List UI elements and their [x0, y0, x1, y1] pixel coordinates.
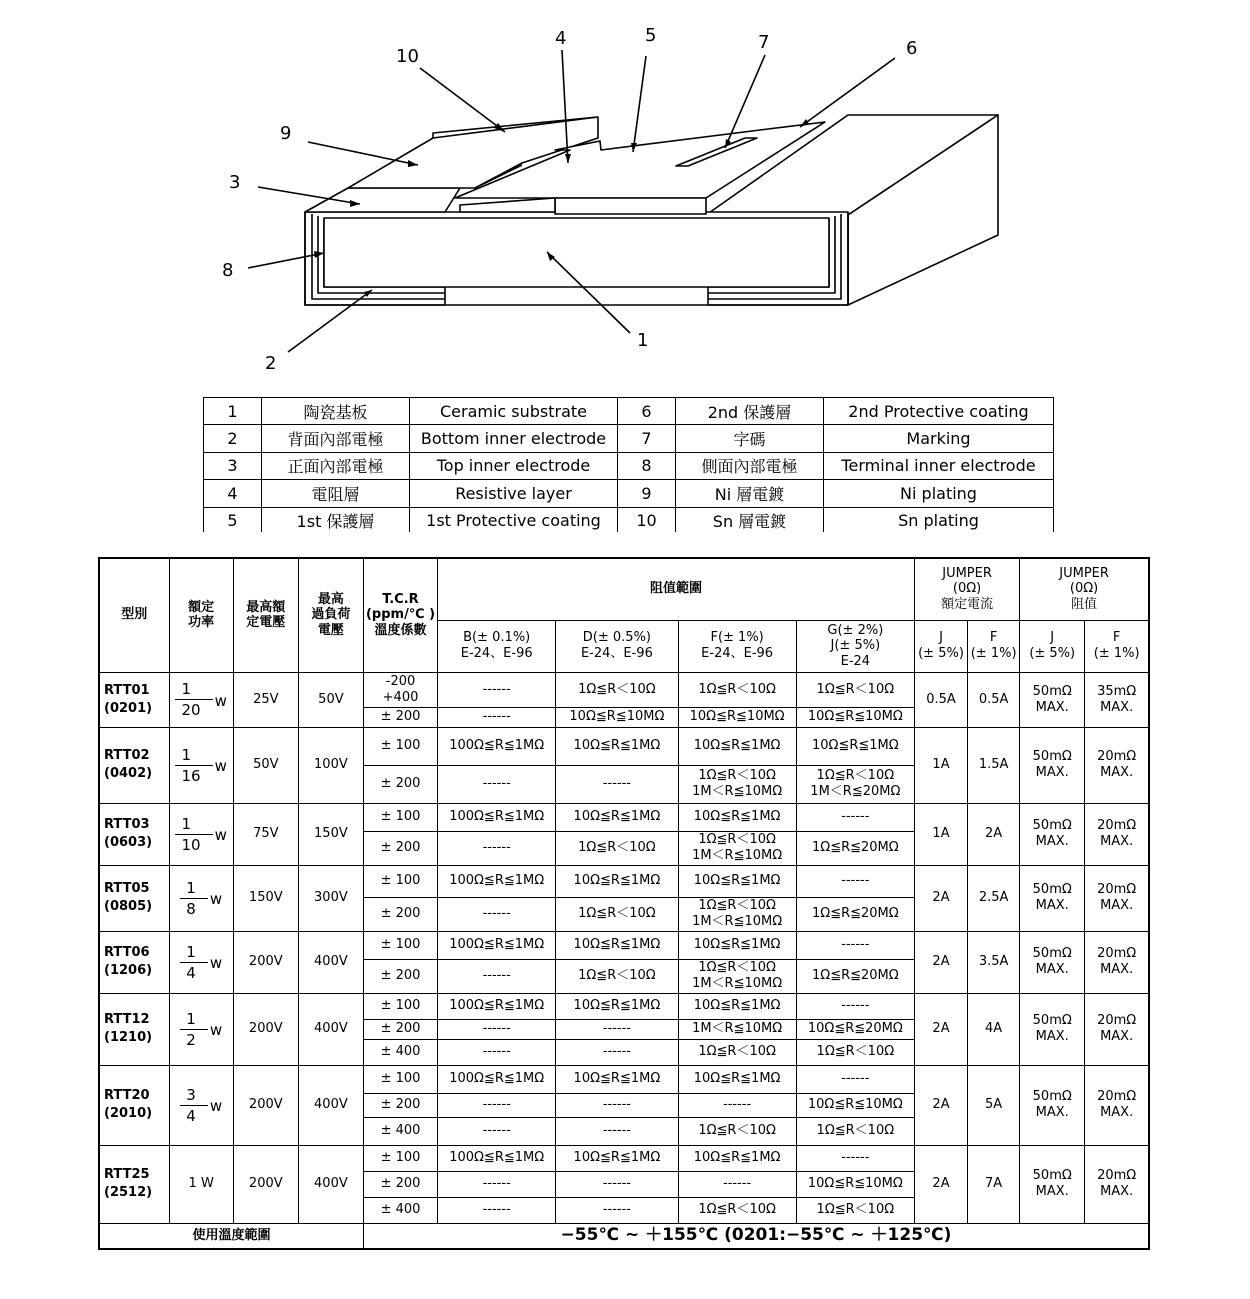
legend-cell-zh: 背面內部電極 [262, 425, 410, 452]
jumper-value-J: 50mΩ MAX. [1020, 672, 1085, 727]
tcr-cell: ± 200 [363, 959, 437, 993]
jumper-current-F: 3.5A [968, 931, 1020, 993]
range-F-cell: 10Ω≦R≦1MΩ [678, 1145, 796, 1171]
jumper-current-J: 2A [914, 931, 967, 993]
range-G-cell: ------ [796, 865, 914, 897]
tcr-cell: ± 200 [363, 1019, 437, 1039]
range-D-cell: 10Ω≦R≦1MΩ [556, 931, 678, 959]
range-B-cell: ------ [438, 1197, 556, 1223]
jumper-current-J: 1A [914, 803, 967, 865]
range-F-cell: 1Ω≦R＜10Ω 1M＜R≦10MΩ [678, 765, 796, 803]
legend-row [204, 452, 1054, 479]
range-F-cell: 1Ω≦R＜10Ω 1M＜R≦10MΩ [678, 831, 796, 865]
voltage-cell: 150V [233, 865, 298, 931]
jumper-value-F: 35mΩ MAX. [1085, 672, 1149, 727]
legend-row [204, 425, 1054, 452]
range-F-cell: 10Ω≦R≦1MΩ [678, 865, 796, 897]
range-B-cell: ------ [438, 897, 556, 931]
callout-4: 4 [555, 28, 567, 49]
spec-row [99, 993, 1149, 1019]
range-F-cell: 1Ω≦R＜10Ω [678, 1117, 796, 1145]
model-cell [99, 993, 169, 1065]
header-jumper-current: JUMPER (0Ω) 額定電流 [914, 558, 1019, 620]
power-fraction [180, 1010, 222, 1049]
model-size: (0603) [104, 835, 153, 850]
tcr-cell: ± 200 [363, 1093, 437, 1117]
header-B: B(± 0.1%) E-24、E-96 [438, 620, 556, 672]
range-B-cell: 100Ω≦R≦1MΩ [438, 1065, 556, 1093]
range-B-cell: 100Ω≦R≦1MΩ [438, 803, 556, 831]
temperature-label: 使用溫度範圍 [99, 1223, 363, 1249]
range-B-cell: 100Ω≦R≦1MΩ [438, 865, 556, 897]
model-size: (0201) [104, 700, 153, 716]
power-cell [169, 1065, 233, 1145]
range-B-cell: ------ [438, 765, 556, 803]
power-denominator: 20 [175, 699, 212, 719]
range-G-cell: ------ [796, 931, 914, 959]
tcr-cell: ± 400 [363, 1197, 437, 1223]
power-cell [169, 931, 233, 993]
jumper-current-J: 1A [914, 727, 967, 803]
voltage-cell: 200V [233, 931, 298, 993]
legend-row [204, 398, 1054, 425]
header-F: F(± 1%) E-24、E-96 [678, 620, 796, 672]
range-B-cell: ------ [438, 959, 556, 993]
model-name: RTT05 [104, 881, 150, 897]
range-B-cell: ------ [438, 1093, 556, 1117]
model-name: RTT12 [104, 1012, 150, 1028]
range-D-cell: 1Ω≦R＜10Ω [556, 672, 678, 707]
legend-cell-zh: 1st 保護層 [262, 507, 410, 532]
jumper-value-J: 50mΩ MAX. [1020, 1065, 1085, 1145]
tcr-cell: ± 400 [363, 1117, 437, 1145]
jumper-current-F: 2A [968, 803, 1020, 865]
jumper-current-J: 2A [914, 993, 967, 1065]
spec-table [98, 557, 1150, 1250]
legend-cell-zh2: 字碼 [676, 425, 824, 452]
range-G-cell: ------ [796, 803, 914, 831]
jumper-current-F: 1.5A [968, 727, 1020, 803]
range-F-cell: 10Ω≦R≦1MΩ [678, 1065, 796, 1093]
tcr-cell: ± 100 [363, 865, 437, 897]
legend-cell-n2: 9 [618, 480, 676, 507]
legend-cell-en2: Ni plating [824, 480, 1054, 507]
tcr-cell: -200 +400 [363, 672, 437, 707]
power-numerator: 1 [181, 745, 192, 764]
model-cell [99, 672, 169, 727]
power-denominator: 10 [175, 834, 212, 854]
power-cell [169, 1145, 233, 1223]
tcr-cell: ± 200 [363, 765, 437, 803]
tcr-cell: ± 400 [363, 1039, 437, 1065]
range-D-cell: 10Ω≦R≦1MΩ [556, 727, 678, 765]
range-B-cell: ------ [438, 1039, 556, 1065]
power-numerator: 1 [181, 680, 192, 698]
header-value-J: J (± 5%) [1020, 620, 1085, 672]
overload-cell: 50V [298, 672, 363, 727]
callout-1: 1 [637, 330, 649, 351]
legend-cell-en: Ceramic substrate [410, 398, 618, 425]
range-D-cell: 10Ω≦R≦1MΩ [556, 865, 678, 897]
range-D-cell: ------ [556, 1197, 678, 1223]
legend-cell-n2: 6 [618, 398, 676, 425]
range-D-cell: ------ [556, 1039, 678, 1065]
model-name: RTT03 [104, 817, 150, 833]
model-size: (1210) [104, 1030, 153, 1045]
callout-2: 2 [265, 353, 277, 374]
tcr-cell: ± 100 [363, 993, 437, 1019]
range-D-cell: 10Ω≦R≦1MΩ [556, 993, 678, 1019]
overload-cell: 100V [298, 727, 363, 803]
header-jumper-value: JUMPER (0Ω) 阻值 [1020, 558, 1149, 620]
callout-5: 5 [645, 25, 657, 46]
jumper-value-J: 50mΩ MAX. [1020, 931, 1085, 993]
power-unit: 1 W [188, 1176, 214, 1192]
range-G-cell: ------ [796, 1145, 914, 1171]
legend-row [204, 507, 1054, 532]
voltage-cell: 75V [233, 803, 298, 865]
legend-cell-en2: Marking [824, 425, 1054, 452]
model-cell [99, 727, 169, 803]
jumper-current-F: 7A [968, 1145, 1020, 1223]
range-D-cell: ------ [556, 765, 678, 803]
jumper-current-F: 0.5A [968, 672, 1020, 727]
callout-3: 3 [229, 172, 241, 193]
model-name: RTT01 [104, 682, 150, 698]
header-max-voltage: 最高額 定電壓 [233, 558, 298, 672]
range-G-cell: 1Ω≦R≦20MΩ [796, 959, 914, 993]
overload-cell: 300V [298, 865, 363, 931]
power-denominator: 16 [175, 765, 212, 785]
range-G-cell: 10Ω≦R≦20MΩ [796, 1019, 914, 1039]
model-cell [99, 865, 169, 931]
range-D-cell: ------ [556, 1019, 678, 1039]
range-D-cell: 1Ω≦R＜10Ω [556, 959, 678, 993]
power-numerator: 3 [186, 1085, 196, 1104]
jumper-value-F: 20mΩ MAX. [1085, 1065, 1149, 1145]
power-unit: w [209, 954, 223, 972]
model-cell [99, 1145, 169, 1223]
model-name: RTT06 [104, 945, 150, 961]
range-F-cell: 10Ω≦R≦1MΩ [678, 803, 796, 831]
callout-9: 9 [280, 123, 292, 144]
range-F-cell: ------ [678, 1093, 796, 1117]
legend-cell-zh: 電阻層 [262, 480, 410, 507]
range-F-cell: 10Ω≦R≦1MΩ [678, 727, 796, 765]
jumper-current-J: 0.5A [914, 672, 967, 727]
power-numerator: 1 [186, 878, 196, 897]
legend-cell-n: 4 [204, 480, 262, 507]
model-cell [99, 1065, 169, 1145]
header-range: 阻值範圍 [438, 558, 915, 620]
power-unit: w [209, 1097, 223, 1115]
jumper-value-J: 50mΩ MAX. [1020, 865, 1085, 931]
spec-row [99, 1065, 1149, 1093]
power-unit: w [209, 1021, 223, 1039]
power-fraction [180, 943, 222, 982]
range-D-cell: ------ [556, 1117, 678, 1145]
overload-cell: 150V [298, 803, 363, 865]
jumper-value-F: 20mΩ MAX. [1085, 803, 1149, 865]
legend-cell-en: Bottom inner electrode [410, 425, 618, 452]
range-B-cell: ------ [438, 672, 556, 707]
legend-row [204, 480, 1054, 507]
footer-row [99, 1223, 1149, 1249]
power-numerator: 1 [181, 814, 192, 833]
range-F-cell: 1M＜R≦10MΩ [678, 1019, 796, 1039]
range-B-cell: ------ [438, 1171, 556, 1197]
range-D-cell: 1Ω≦R＜10Ω [556, 831, 678, 865]
range-G-cell: 1Ω≦R＜10Ω [796, 1039, 914, 1065]
range-G-cell: 10Ω≦R≦10MΩ [796, 1171, 914, 1197]
callout-8: 8 [222, 260, 234, 281]
header-model: 型別 [99, 558, 169, 672]
range-D-cell: 10Ω≦R≦1MΩ [556, 1065, 678, 1093]
legend-cell-n: 3 [204, 452, 262, 479]
header-tcr: T.C.R (ppm/℃ ) 溫度係數 [363, 558, 437, 672]
legend-cell-n: 1 [204, 398, 262, 425]
model-size: (0805) [104, 899, 153, 914]
voltage-cell: 50V [233, 727, 298, 803]
range-B-cell: 100Ω≦R≦1MΩ [438, 1145, 556, 1171]
tcr-cell: ± 200 [363, 897, 437, 931]
jumper-current-J: 2A [914, 1065, 967, 1145]
range-G-cell: 1Ω≦R＜10Ω [796, 672, 914, 707]
power-unit: w [214, 691, 227, 710]
range-F-cell: 10Ω≦R≦1MΩ [678, 993, 796, 1019]
temperature-value: −55℃ ~ ＋155℃ (0201:−55℃ ~ ＋125℃) [363, 1223, 1149, 1249]
range-F-cell: 1Ω≦R＜10Ω [678, 1197, 796, 1223]
tcr-cell: ± 100 [363, 931, 437, 959]
spec-row [99, 865, 1149, 897]
legend-clip [0, 0, 1250, 532]
header-G: G(± 2%) J(± 5%) E-24 [796, 620, 914, 672]
range-B-cell: 100Ω≦R≦1MΩ [438, 727, 556, 765]
model-cell [99, 803, 169, 865]
header-jumper-F: F (± 1%) [968, 620, 1020, 672]
header-value-F: F (± 1%) [1085, 620, 1149, 672]
range-B-cell: 100Ω≦R≦1MΩ [438, 993, 556, 1019]
power-denominator: 4 [180, 962, 208, 982]
overload-cell: 400V [298, 931, 363, 993]
legend-cell-en2: Terminal inner electrode [824, 452, 1054, 479]
jumper-value-F: 20mΩ MAX. [1085, 993, 1149, 1065]
legend-cell-n2: 10 [618, 507, 676, 532]
tcr-cell: ± 200 [363, 1171, 437, 1197]
power-numerator: 1 [186, 942, 196, 961]
range-F-cell: 10Ω≦R≦10MΩ [678, 707, 796, 727]
range-D-cell: 10Ω≦R≦10MΩ [556, 707, 678, 727]
range-F-cell: 1Ω≦R＜10Ω [678, 1039, 796, 1065]
range-G-cell: 10Ω≦R≦10MΩ [796, 707, 914, 727]
header-D: D(± 0.5%) E-24、E-96 [556, 620, 678, 672]
legend-cell-en2: 2nd Protective coating [824, 398, 1054, 425]
range-D-cell: 1Ω≦R＜10Ω [556, 897, 678, 931]
legend-table [203, 397, 1054, 532]
range-F-cell: 1Ω≦R＜10Ω 1M＜R≦10MΩ [678, 897, 796, 931]
legend-cell-zh2: Sn 層電鍍 [676, 507, 824, 532]
jumper-current-J: 2A [914, 1145, 967, 1223]
legend-cell-en: Top inner electrode [410, 452, 618, 479]
tcr-cell: ± 100 [363, 1065, 437, 1093]
model-name: RTT25 [104, 1167, 150, 1183]
model-name: RTT20 [104, 1088, 150, 1104]
range-D-cell: ------ [556, 1171, 678, 1197]
legend-cell-zh: 正面內部電極 [262, 452, 410, 479]
model-size: (2512) [104, 1185, 153, 1200]
model-cell [99, 931, 169, 993]
callout-10: 10 [396, 46, 419, 67]
spec-row [99, 931, 1149, 959]
spec-row [99, 727, 1149, 765]
range-F-cell: 1Ω≦R＜10Ω [678, 672, 796, 707]
power-fraction [175, 746, 226, 785]
legend-cell-n2: 8 [618, 452, 676, 479]
header-jumper-J: J (± 5%) [914, 620, 967, 672]
legend-cell-n2: 7 [618, 425, 676, 452]
legend-cell-zh: 陶瓷基板 [262, 398, 410, 425]
range-B-cell: ------ [438, 1117, 556, 1145]
jumper-current-F: 2.5A [968, 865, 1020, 931]
range-F-cell: ------ [678, 1171, 796, 1197]
header-overload: 最高 過負荷 電壓 [298, 558, 363, 672]
legend-cell-zh2: 2nd 保護層 [676, 398, 824, 425]
power-unit: w [209, 890, 223, 908]
tcr-cell: ± 100 [363, 727, 437, 765]
range-G-cell: 1Ω≦R≦20MΩ [796, 831, 914, 865]
power-denominator: 2 [180, 1029, 208, 1049]
range-G-cell: 1Ω≦R≦20MΩ [796, 897, 914, 931]
range-B-cell: ------ [438, 1019, 556, 1039]
model-size: (1206) [104, 963, 153, 978]
callout-6: 6 [906, 38, 918, 59]
jumper-value-J: 50mΩ MAX. [1020, 803, 1085, 865]
jumper-current-F: 4A [968, 993, 1020, 1065]
voltage-cell: 200V [233, 1145, 298, 1223]
spec-row [99, 672, 1149, 707]
power-denominator: 4 [180, 1105, 208, 1125]
overload-cell: 400V [298, 1145, 363, 1223]
voltage-cell: 200V [233, 1065, 298, 1145]
jumper-value-J: 50mΩ MAX. [1020, 1145, 1085, 1223]
range-G-cell: ------ [796, 993, 914, 1019]
range-G-cell: 1Ω≦R＜10Ω [796, 1197, 914, 1223]
power-fraction [180, 1086, 222, 1125]
voltage-cell: 25V [233, 672, 298, 727]
power-unit: w [214, 757, 227, 775]
legend-cell-en: 1st Protective coating [410, 507, 618, 532]
range-G-cell: 1Ω≦R＜10Ω 1M＜R≦20MΩ [796, 765, 914, 803]
range-G-cell: 10Ω≦R≦10MΩ [796, 1093, 914, 1117]
power-denominator: 8 [180, 898, 208, 918]
range-F-cell: 1Ω≦R＜10Ω 1M＜R≦10MΩ [678, 959, 796, 993]
jumper-value-F: 20mΩ MAX. [1085, 1145, 1149, 1223]
power-cell [169, 993, 233, 1065]
range-F-cell: 10Ω≦R≦1MΩ [678, 931, 796, 959]
legend-cell-n: 2 [204, 425, 262, 452]
range-D-cell: 10Ω≦R≦1MΩ [556, 803, 678, 831]
jumper-current-F: 5A [968, 1065, 1020, 1145]
legend-cell-en2: Sn plating [824, 507, 1054, 532]
legend-cell-n: 5 [204, 507, 262, 532]
tcr-cell: ± 200 [363, 831, 437, 865]
legend-cell-en: Resistive layer [410, 480, 618, 507]
jumper-value-J: 50mΩ MAX. [1020, 727, 1085, 803]
jumper-current-J: 2A [914, 865, 967, 931]
range-G-cell: 10Ω≦R≦1MΩ [796, 727, 914, 765]
range-D-cell: ------ [556, 1093, 678, 1117]
header-power: 額定 功率 [169, 558, 233, 672]
jumper-value-F: 20mΩ MAX. [1085, 865, 1149, 931]
power-cell [169, 727, 233, 803]
voltage-cell: 200V [233, 993, 298, 1065]
jumper-value-F: 20mΩ MAX. [1085, 931, 1149, 993]
range-G-cell: 1Ω≦R＜10Ω [796, 1117, 914, 1145]
overload-cell: 400V [298, 1065, 363, 1145]
model-size: (0402) [104, 766, 153, 781]
model-size: (2010) [104, 1106, 153, 1121]
power-fraction [180, 879, 222, 918]
range-G-cell: ------ [796, 1065, 914, 1093]
range-B-cell: ------ [438, 707, 556, 727]
overload-cell: 400V [298, 993, 363, 1065]
range-B-cell: 100Ω≦R≦1MΩ [438, 931, 556, 959]
spec-row [99, 803, 1149, 831]
power-cell [169, 672, 233, 727]
jumper-value-F: 20mΩ MAX. [1085, 727, 1149, 803]
power-numerator: 1 [186, 1009, 196, 1028]
power-cell [169, 803, 233, 865]
tcr-cell: ± 100 [363, 803, 437, 831]
callout-7: 7 [758, 32, 770, 53]
range-B-cell: ------ [438, 831, 556, 865]
power-fraction [175, 680, 226, 719]
legend-cell-zh2: Ni 層電鍍 [676, 480, 824, 507]
jumper-value-J: 50mΩ MAX. [1020, 993, 1085, 1065]
range-D-cell: 10Ω≦R≦1MΩ [556, 1145, 678, 1171]
tcr-cell: ± 200 [363, 707, 437, 727]
power-cell [169, 865, 233, 931]
legend-cell-zh2: 側面內部電極 [676, 452, 824, 479]
tcr-cell: ± 100 [363, 1145, 437, 1171]
spec-row [99, 1145, 1149, 1171]
model-name: RTT02 [104, 748, 150, 764]
power-unit: w [214, 826, 227, 844]
power-fraction [175, 815, 226, 854]
